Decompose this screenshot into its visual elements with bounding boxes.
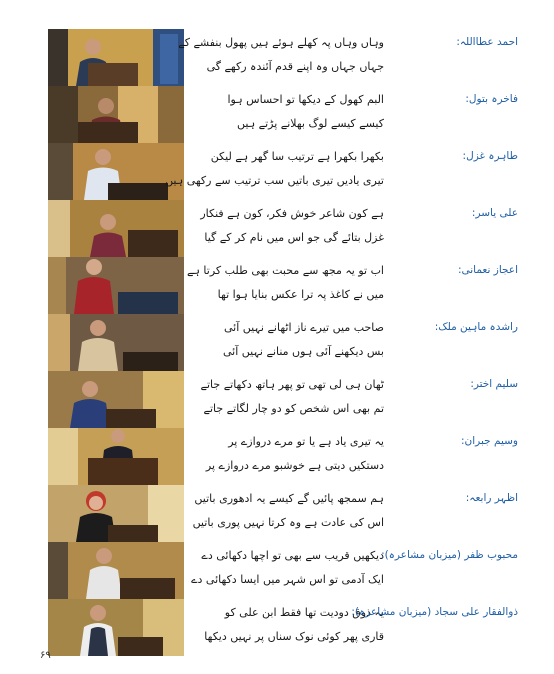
verse-line: یہ تیری یاد ہے یا تو مرے دروازے پر — [228, 435, 384, 448]
poet-name-4: علی یاسر: — [471, 207, 518, 219]
verse-line: بکھرا بکھرا ہے ترتیب سا گھر ہے لیکن — [210, 150, 384, 163]
verse-line: ہے کون شاعر خوش فکر، کون ہے فنکار — [200, 207, 384, 220]
poet-photo-4 — [48, 200, 184, 257]
speaker-photo — [48, 314, 184, 371]
verse-line: البم کھول کے دیکھا تو احساس ہوا — [227, 93, 384, 106]
verse-5 — [187, 259, 384, 313]
speaker-photo — [48, 200, 184, 257]
verse-1 — [178, 31, 384, 85]
poet-photo-5 — [48, 257, 184, 314]
poetry-entry-11 — [48, 599, 518, 656]
verse-line: ٹھان ہی لی تھی تو پھر ہاتھ دکھاتے جاتے — [200, 378, 384, 391]
poet-name-1: احمد عطااللہ: — [456, 36, 518, 48]
verse-line: صاحب میں تیرے ناز اٹھانے نہیں آئی — [223, 321, 384, 334]
poet-photo-7 — [48, 371, 184, 428]
poet-name-5: اعجاز نعمانی: — [457, 264, 518, 276]
verse-line: ایک آدمی تو اس شہر میں ایسا دکھائی دے — [191, 573, 384, 586]
poet-photo-11 — [48, 599, 184, 656]
poet-name-2: فاخرہ بتول: — [465, 93, 518, 105]
poetry-entry-8 — [48, 428, 518, 485]
poetry-entry-1 — [48, 29, 518, 86]
verse-10 — [191, 544, 384, 598]
speaker-photo — [48, 542, 184, 599]
verse-line: جہاں جہاں وہ اپنے قدم آئندہ رکھے گی — [206, 60, 384, 73]
verse-6 — [224, 316, 384, 370]
poet-name-9: اظہر رابعہ: — [465, 492, 518, 504]
poet-name-10: محبوب ظفر (میزبان مشاعرہ): — [381, 549, 518, 561]
verse-line: کیسے کیسے لوگ بھلانے پڑتے ہیں — [237, 117, 384, 130]
verse-line: دستکیں دیتی ہے خوشبو مرے دروازے پر — [205, 459, 384, 472]
poet-name-7: سلیم اختر: — [470, 378, 518, 390]
poet-name-6: راشدہ ماہین ملک: — [434, 321, 518, 333]
speaker-photo — [48, 86, 184, 143]
verse-line: وہاں وہاں پہ کھلے ہوئے ہیں پھول بنفشے کے — [178, 36, 384, 49]
speaker-photo — [48, 599, 184, 656]
speaker-photo — [48, 29, 184, 86]
verse-line: قاری پھر کوئی نوک سناں پر نہیں دیکھا — [204, 630, 384, 643]
verse-line: دیکھیں قریب سے بھی تو اچھا دکھائی دے — [201, 549, 384, 562]
poetry-entry-10 — [48, 542, 518, 599]
verse-line: اب تو یہ مجھ سے محبت بھی طلب کرتا ہے — [187, 264, 384, 277]
page-number: ۶۹ — [40, 650, 51, 661]
poet-photo-6 — [48, 314, 184, 371]
poet-name-3: طاہرہ غزل: — [462, 150, 518, 162]
verse-line: یہ ذوق دودیت تھا فقط ابن علی کو — [224, 606, 384, 619]
poet-photo-3 — [48, 143, 184, 200]
speaker-photo — [48, 485, 184, 542]
poet-name-11: ذوالفقار علی سجاد (میزبان مشاعرہ): — [351, 606, 518, 618]
poetry-entry-7 — [48, 371, 518, 428]
verse-line: غزل بتائے گی جو اس میں نام کر کے گیا — [204, 231, 384, 244]
verse-line: میں نے کاغذ پہ ترا عکس بنایا ہوا تھا — [217, 288, 384, 301]
poet-photo-2 — [48, 86, 184, 143]
verse-4 — [200, 202, 384, 256]
poet-photo-10 — [48, 542, 184, 599]
speaker-photo — [48, 143, 184, 200]
verse-9 — [192, 487, 384, 541]
poetry-entry-9 — [48, 485, 518, 542]
verse-line: بس دیکھنے آئی ہوں منانے نہیں آئی — [223, 345, 384, 358]
verse-7 — [200, 373, 384, 427]
poet-photo-1 — [48, 29, 184, 86]
poet-photo-9 — [48, 485, 184, 542]
verse-line: تیری یادیں تیری باتیں سب ترتیب سے رکھی ہیں — [165, 174, 384, 187]
poet-name-8: وسیم جبران: — [461, 435, 518, 447]
poet-photo-8 — [48, 428, 184, 485]
verse-3 — [165, 145, 384, 199]
verse-line: تم بھی اس شخص کو دو چار لگاتے جاتے — [203, 402, 384, 415]
poetry-entry-3 — [48, 143, 518, 200]
poetry-entry-4 — [48, 200, 518, 257]
verse-line: ہم سمجھ پائیں گے کیسے یہ ادھوری باتیں — [194, 492, 384, 505]
poetry-entry-2 — [48, 86, 518, 143]
poetry-entry-6 — [48, 314, 518, 371]
verse-line: اس کی عادت ہے وہ کرتا نہیں پوری باتیں — [192, 516, 384, 529]
speaker-photo — [48, 428, 184, 485]
poetry-entry-5 — [48, 257, 518, 314]
verse-2 — [224, 88, 384, 142]
verse-8 — [205, 430, 384, 484]
speaker-photo — [48, 257, 184, 314]
speaker-photo — [48, 371, 184, 428]
